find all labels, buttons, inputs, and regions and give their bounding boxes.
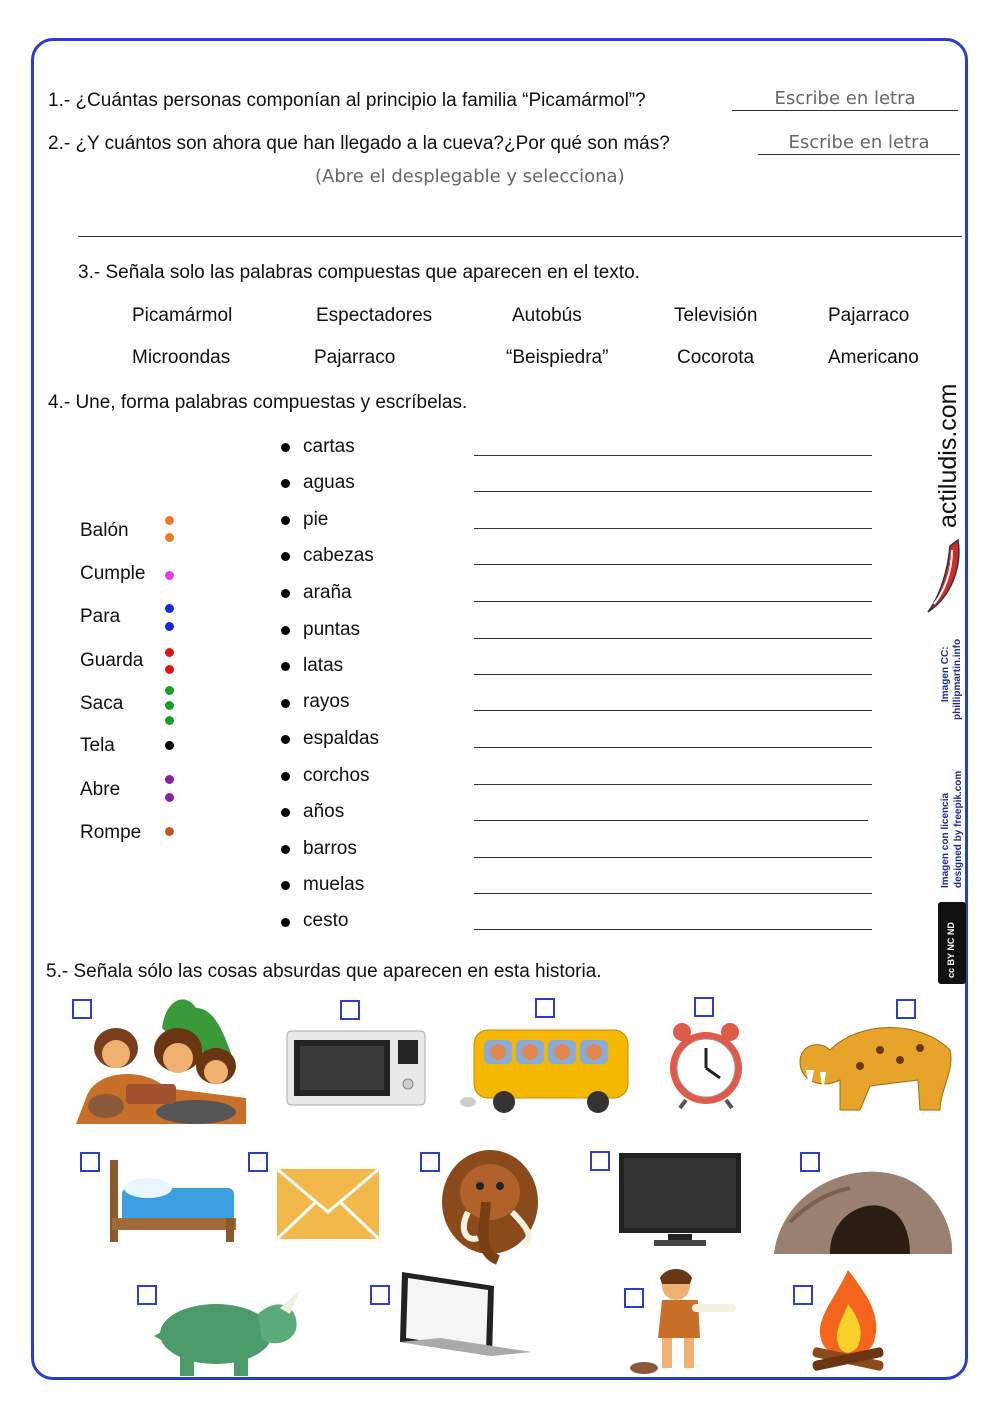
left-word: Abre (80, 779, 121, 800)
answer-line[interactable] (474, 857, 872, 858)
question-5: 5.- Señala sólo las cosas absurdas que aparecen en esta historia. (46, 961, 602, 982)
checkbox-laptop[interactable] (370, 1285, 390, 1305)
question-4: 4.- Une, forma palabras compuestas y escríbelas. (48, 392, 468, 413)
caveman-with-bone-image (626, 1264, 738, 1376)
checkbox-envelope[interactable] (248, 1152, 268, 1172)
match-dot[interactable] (165, 741, 174, 750)
television-image (618, 1152, 742, 1250)
answer-line[interactable] (474, 455, 872, 456)
right-word: muelas (303, 874, 365, 895)
answer-line[interactable] (474, 929, 872, 930)
answer-line[interactable] (474, 491, 872, 492)
lips-logo-icon (922, 536, 966, 616)
bullet[interactable] (281, 699, 290, 708)
left-word: Guarda (80, 650, 144, 671)
answer-line[interactable] (474, 564, 872, 565)
school-bus-image (460, 1024, 632, 1116)
checkbox-microwave[interactable] (340, 1000, 360, 1020)
match-dot[interactable] (165, 793, 174, 802)
bullet[interactable] (281, 772, 290, 781)
alarm-clock-image (660, 1018, 752, 1110)
image-credit-1b: phillipmartin.info (952, 638, 963, 720)
cave-image (770, 1162, 956, 1256)
right-word: puntas (303, 619, 361, 640)
right-word: rayos (303, 691, 350, 712)
bullet[interactable] (281, 735, 290, 744)
laptop-image (396, 1270, 534, 1370)
image-credit-2a: Imagen con licencia (940, 792, 951, 888)
answer-field-2[interactable]: Escribe en letra (758, 132, 960, 155)
right-word: araña (303, 582, 352, 603)
bed-image (108, 1158, 238, 1244)
match-dot[interactable] (165, 686, 174, 695)
match-dot[interactable] (165, 827, 174, 836)
answer-line[interactable] (474, 674, 872, 675)
match-dot[interactable] (165, 701, 174, 710)
bullet[interactable] (281, 516, 290, 525)
checkbox-television[interactable] (590, 1151, 610, 1171)
match-dot[interactable] (165, 571, 174, 580)
left-word: Tela (80, 735, 115, 756)
image-credit-1a: Imagen CC: (940, 646, 951, 702)
word-option[interactable]: Espectadores (316, 305, 433, 326)
left-word: Rompe (80, 822, 142, 843)
answer-line[interactable] (474, 784, 872, 785)
image-credit-2b: designed by (953, 829, 964, 888)
word-option[interactable]: Americano (828, 347, 919, 368)
answer-line[interactable] (474, 601, 872, 602)
bullet[interactable] (281, 443, 290, 452)
match-dot[interactable] (165, 716, 174, 725)
word-option[interactable]: “Beispiedra” (506, 347, 609, 368)
right-word: latas (303, 655, 344, 676)
answer-line[interactable] (474, 710, 872, 711)
site-credit: actiludis.com (934, 383, 962, 528)
match-dot[interactable] (165, 775, 174, 784)
checkbox-alarm-clock[interactable] (694, 997, 714, 1017)
right-word: aguas (303, 472, 355, 493)
left-word: Saca (80, 693, 124, 714)
match-dot[interactable] (165, 533, 174, 542)
left-word: Balón (80, 520, 129, 541)
answer-line[interactable] (474, 893, 872, 894)
image-credit-2 (953, 771, 964, 888)
bullet[interactable] (281, 918, 290, 927)
bullet[interactable] (281, 479, 290, 488)
right-word: pie (303, 509, 329, 530)
word-option[interactable]: Pajarraco (828, 305, 910, 326)
question-1: 1.- ¿Cuántas personas componían al principio la familia “Picamármol”? (48, 90, 646, 111)
microwave-image (286, 1030, 426, 1106)
envelope-image (276, 1168, 380, 1240)
campfire-image (808, 1266, 888, 1374)
mammoth-image (438, 1142, 542, 1266)
question-2: 2.- ¿Y cuántos son ahora que han llegado a la cueva?¿Por qué son más? (48, 133, 670, 154)
triceratops-image (150, 1284, 304, 1378)
word-option[interactable]: Pajarraco (314, 347, 396, 368)
word-option[interactable]: Autobús (512, 305, 582, 326)
sabertooth-tiger-image (790, 1010, 960, 1114)
right-word: cesto (303, 910, 349, 931)
word-option[interactable]: Microondas (132, 347, 231, 368)
match-dot[interactable] (165, 648, 174, 657)
match-dot[interactable] (165, 516, 174, 525)
bullet[interactable] (281, 881, 290, 890)
dropdown-hint: (Abre el desplegable y selecciona) (315, 166, 625, 187)
match-dot[interactable] (165, 622, 174, 631)
bullet[interactable] (281, 589, 290, 598)
word-option[interactable]: Cocorota (677, 347, 755, 368)
checkbox-mammoth[interactable] (420, 1152, 440, 1172)
right-word: espaldas (303, 728, 380, 749)
left-word: Para (80, 606, 121, 627)
bullet[interactable] (281, 662, 290, 671)
match-dot[interactable] (165, 604, 174, 613)
answer-line[interactable] (474, 638, 872, 639)
right-word: cartas (303, 436, 355, 457)
right-word: corchos (303, 765, 370, 786)
image-credit-2c: freepik.com (953, 770, 964, 827)
answer-line[interactable] (474, 528, 872, 529)
left-word: Cumple (80, 563, 146, 584)
cc-license-text: cc BY NC ND (946, 922, 956, 978)
right-word: años (303, 801, 345, 822)
match-dot[interactable] (165, 665, 174, 674)
word-option[interactable]: Picamármol (132, 305, 233, 326)
bullet[interactable] (281, 808, 290, 817)
bullet[interactable] (281, 552, 290, 561)
bullet[interactable] (281, 845, 290, 854)
right-word: cabezas (303, 545, 374, 566)
checkbox-bed[interactable] (80, 1152, 100, 1172)
question-3: 3.- Señala solo las palabras compuestas que aparecen en el texto. (78, 262, 640, 283)
caveman-family-image (66, 988, 260, 1126)
right-word: barros (303, 838, 357, 859)
dropdown-answer-line[interactable] (78, 236, 962, 237)
cc-license-badge (938, 902, 966, 984)
word-option[interactable]: Televisión (674, 305, 758, 326)
checkbox-school-bus[interactable] (535, 998, 555, 1018)
bullet[interactable] (281, 626, 290, 635)
answer-field-1[interactable]: Escribe en letra (732, 88, 958, 111)
answer-line[interactable] (474, 747, 872, 748)
answer-line[interactable] (474, 820, 868, 821)
